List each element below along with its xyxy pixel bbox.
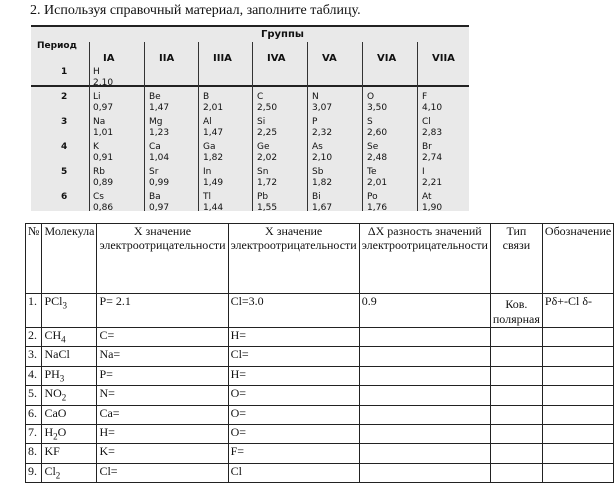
row-number <box>26 328 42 347</box>
table-row <box>26 444 614 463</box>
bond-type-cell[interactable] <box>490 444 542 463</box>
dx-input-cell[interactable] <box>359 386 490 405</box>
formula-subscript: 3 <box>62 300 67 311</box>
molecule-cell <box>42 424 97 443</box>
element-cell: N 3,07 <box>312 92 333 113</box>
notation-cell[interactable] <box>542 294 613 328</box>
grid-line <box>89 42 90 211</box>
x2-input-cell-text: Cl= <box>230 347 249 362</box>
divider <box>31 25 469 27</box>
row-number-text: 3. <box>28 347 37 362</box>
formula-subscript: 2 <box>61 392 67 403</box>
x2-input-cell[interactable] <box>228 294 359 328</box>
row-number <box>26 424 42 443</box>
molecule-cell <box>42 366 97 385</box>
table-row <box>26 405 614 424</box>
bond-type-cell[interactable] <box>490 424 542 443</box>
notation-cell[interactable] <box>542 328 613 347</box>
x2-input-cell[interactable] <box>228 463 359 482</box>
element-cell: Na 1,01 <box>93 117 114 138</box>
row-number <box>26 294 42 328</box>
x2-input-cell[interactable] <box>228 405 359 424</box>
row-number-text: 5. <box>28 386 37 401</box>
group-header: VA <box>322 53 337 64</box>
x1-input-cell-text: K= <box>99 444 115 459</box>
x1-input-cell-text: P= 2.1 <box>99 294 131 308</box>
row-number-text: 4. <box>28 366 37 381</box>
x2-input-cell-text: F= <box>230 444 245 459</box>
element-cell: O 3,50 <box>367 92 388 113</box>
col-header-notation: Обозначение <box>542 224 613 294</box>
element-cell: Ca 1,04 <box>149 142 170 163</box>
notation-cell[interactable] <box>542 405 613 424</box>
dx-input-cell[interactable] <box>359 366 490 385</box>
molecule-formula: NO <box>44 386 62 401</box>
element-cell: Li 0,97 <box>93 92 114 113</box>
notation-cell[interactable] <box>542 424 613 443</box>
row-number-text: 6. <box>28 405 37 420</box>
element-cell: Po 1,76 <box>367 192 388 213</box>
x1-input-cell[interactable] <box>97 424 228 443</box>
row-number-text: 2. <box>28 328 37 342</box>
grid-line <box>144 42 145 211</box>
group-header: IIA <box>159 53 175 64</box>
task-heading: 2. Используя справочный материал, заполните таблицу. <box>30 3 361 18</box>
element-cell: Be 1,47 <box>149 92 170 113</box>
table-row <box>26 463 614 482</box>
element-cell: I 2,21 <box>422 167 443 188</box>
table-row <box>26 366 614 385</box>
molecule-formula: CH <box>44 328 62 342</box>
notation-cell[interactable] <box>542 347 613 366</box>
group-header: IIIA <box>213 53 232 64</box>
molecule-formula: H <box>44 424 54 439</box>
molecule-cell <box>42 294 97 328</box>
grid-line <box>198 42 199 211</box>
period-number: 5 <box>61 167 68 177</box>
element-cell: Sr 0,99 <box>149 167 170 188</box>
row-number <box>26 444 42 463</box>
element-cell: Se 2,48 <box>367 142 388 163</box>
notation-cell[interactable] <box>542 444 613 463</box>
molecule-formula: PH <box>44 366 60 381</box>
groups-header: Группы <box>261 29 304 40</box>
x2-input-cell-text: O= <box>230 405 247 420</box>
row-number <box>26 366 42 385</box>
x1-input-cell[interactable] <box>97 294 228 328</box>
element-cell: Ba 0,97 <box>149 192 170 213</box>
element-cell: Ge 2,02 <box>257 142 278 163</box>
element-cell: Tl 1,44 <box>203 192 224 213</box>
element-cell: Cl 2,83 <box>422 117 443 138</box>
formula-subscript: 3 <box>59 373 65 384</box>
element-cell: Cs 0,86 <box>93 192 114 213</box>
col-header-num: № <box>26 224 42 294</box>
element-cell: Sb 1,82 <box>312 167 333 188</box>
element-cell: Sn 1,72 <box>257 167 278 188</box>
dx-input-cell[interactable] <box>359 463 490 482</box>
bond-type-cell-text: Ков. полярная <box>492 297 540 326</box>
x2-input-cell-text: O= <box>230 386 247 401</box>
answer-table <box>25 223 614 483</box>
element-cell: F 4,10 <box>422 92 443 113</box>
bond-type-cell[interactable] <box>490 366 542 385</box>
x2-input-cell-text: H= <box>230 328 247 342</box>
grid-line <box>307 42 308 211</box>
x2-input-cell[interactable] <box>228 424 359 443</box>
period-number: 3 <box>61 117 68 127</box>
period-number: 4 <box>61 142 68 152</box>
molecule-cell <box>42 386 97 405</box>
notation-cell-text: Pδ+-Cl δ- <box>544 294 592 308</box>
row-number <box>26 463 42 482</box>
notation-cell[interactable] <box>542 386 613 405</box>
bond-type-cell[interactable] <box>490 328 542 347</box>
molecule-cell <box>42 328 97 347</box>
period-number: 2 <box>61 92 68 102</box>
element-cell: Bi 1,67 <box>312 192 333 213</box>
molecule-cell <box>42 444 97 463</box>
element-cell: As 2,10 <box>312 142 333 163</box>
x2-input-cell[interactable] <box>228 328 359 347</box>
molecule-cell <box>42 405 97 424</box>
x2-input-cell[interactable] <box>228 444 359 463</box>
formula-subscript: 2 <box>55 470 61 481</box>
notation-cell[interactable] <box>542 366 613 385</box>
element-cell: Te 2,01 <box>367 167 388 188</box>
row-number-text: 1. <box>28 294 37 308</box>
dx-input-cell[interactable] <box>359 294 490 328</box>
dx-input-cell[interactable] <box>359 424 490 443</box>
x1-input-cell[interactable] <box>97 444 228 463</box>
col-header-bond: Тип связи <box>490 224 542 294</box>
period-number: 6 <box>61 192 68 202</box>
x2-input-cell-text: O= <box>230 424 247 439</box>
formula-subscript: 2 <box>53 431 58 442</box>
x1-input-cell[interactable] <box>97 366 228 385</box>
row-number <box>26 405 42 424</box>
x2-input-cell[interactable] <box>228 347 359 366</box>
row-number-text: 7. <box>28 424 37 439</box>
x2-input-cell[interactable] <box>228 366 359 385</box>
table-row <box>26 294 614 328</box>
notation-cell[interactable] <box>542 463 613 482</box>
element-cell: At 1,90 <box>422 192 443 213</box>
bond-type-cell[interactable] <box>490 347 542 366</box>
dx-input-cell[interactable] <box>359 444 490 463</box>
x1-input-cell-text: H= <box>99 424 115 439</box>
element-cell: Al 1,47 <box>203 117 224 138</box>
element-cell: K 0,91 <box>93 142 114 163</box>
element-cell: H 2,10 <box>93 67 114 88</box>
x2-input-cell[interactable] <box>228 386 359 405</box>
table-row <box>26 424 614 443</box>
grid-line <box>362 42 363 211</box>
dx-input-cell[interactable] <box>359 347 490 366</box>
col-header-x1: X значение электроотрицательности <box>97 224 228 294</box>
element-cell: P 2,32 <box>312 117 333 138</box>
element-cell: C 2,50 <box>257 92 278 113</box>
grid-line <box>417 42 418 211</box>
col-header-x2: X значение электроотрицательности <box>228 224 359 294</box>
molecule-cell <box>42 347 97 366</box>
reference-table <box>31 25 469 211</box>
group-header: VIIA <box>432 53 455 64</box>
bond-type-cell[interactable] <box>490 386 542 405</box>
group-header: VIA <box>377 53 397 64</box>
molecule-formula-suffix: O <box>57 424 67 439</box>
row-number <box>26 347 42 366</box>
x1-input-cell[interactable] <box>97 386 228 405</box>
element-cell: In 1,49 <box>203 167 224 188</box>
element-cell: Rb 0,89 <box>93 167 114 188</box>
x1-input-cell[interactable] <box>97 405 228 424</box>
period-header: Период <box>37 41 77 51</box>
grid-line <box>252 42 253 211</box>
x2-input-cell-text: H= <box>230 366 247 381</box>
molecule-formula: KF <box>44 444 60 459</box>
bond-type-cell[interactable] <box>490 463 542 482</box>
molecule-formula: NaCl <box>44 347 70 362</box>
element-cell: B 2,01 <box>203 92 224 113</box>
element-cell: Br 2,74 <box>422 142 443 163</box>
formula-subscript: 4 <box>61 334 66 345</box>
x2-input-cell-text: Cl=3.0 <box>230 294 264 308</box>
x1-input-cell[interactable] <box>97 328 228 347</box>
x1-input-cell-text: N= <box>99 386 115 401</box>
group-header: IVA <box>267 53 286 64</box>
bond-type-cell[interactable] <box>490 405 542 424</box>
molecule-formula: PCl <box>44 294 63 308</box>
col-header-molecule: Молекула <box>42 224 97 294</box>
molecule-formula: Cl <box>44 463 56 478</box>
x1-input-cell-text: Ca= <box>99 405 120 420</box>
element-cell: Mg 1,23 <box>149 117 170 138</box>
dx-input-cell[interactable] <box>359 328 490 347</box>
element-cell: Ga 1,82 <box>203 142 224 163</box>
group-header: IA <box>103 53 115 64</box>
table-row <box>26 347 614 366</box>
bond-type-cell[interactable] <box>490 294 542 328</box>
table-row <box>26 328 614 347</box>
x1-input-cell-text: P= <box>99 366 113 381</box>
x2-input-cell-text: Cl <box>230 463 242 478</box>
table-row <box>26 386 614 405</box>
x1-input-cell[interactable] <box>97 347 228 366</box>
molecule-formula: CaO <box>44 405 67 420</box>
molecule-cell <box>42 463 97 482</box>
dx-input-cell[interactable] <box>359 405 490 424</box>
element-cell: Si 2,25 <box>257 117 278 138</box>
x1-input-cell-text: Na= <box>99 347 121 362</box>
col-header-dx: ΔX разность значений электроотрицательности <box>359 224 490 294</box>
element-cell: S 2,60 <box>367 117 388 138</box>
x1-input-cell-text: C= <box>99 328 115 342</box>
x1-input-cell[interactable] <box>97 463 228 482</box>
period-number: 1 <box>61 67 68 77</box>
row-number-text: 9. <box>28 463 37 478</box>
x1-input-cell-text: Cl= <box>99 463 118 478</box>
element-cell: Pb 1,55 <box>257 192 278 213</box>
row-number <box>26 386 42 405</box>
dx-input-cell-text: 0.9 <box>361 294 377 308</box>
row-number-text: 8. <box>28 444 37 459</box>
